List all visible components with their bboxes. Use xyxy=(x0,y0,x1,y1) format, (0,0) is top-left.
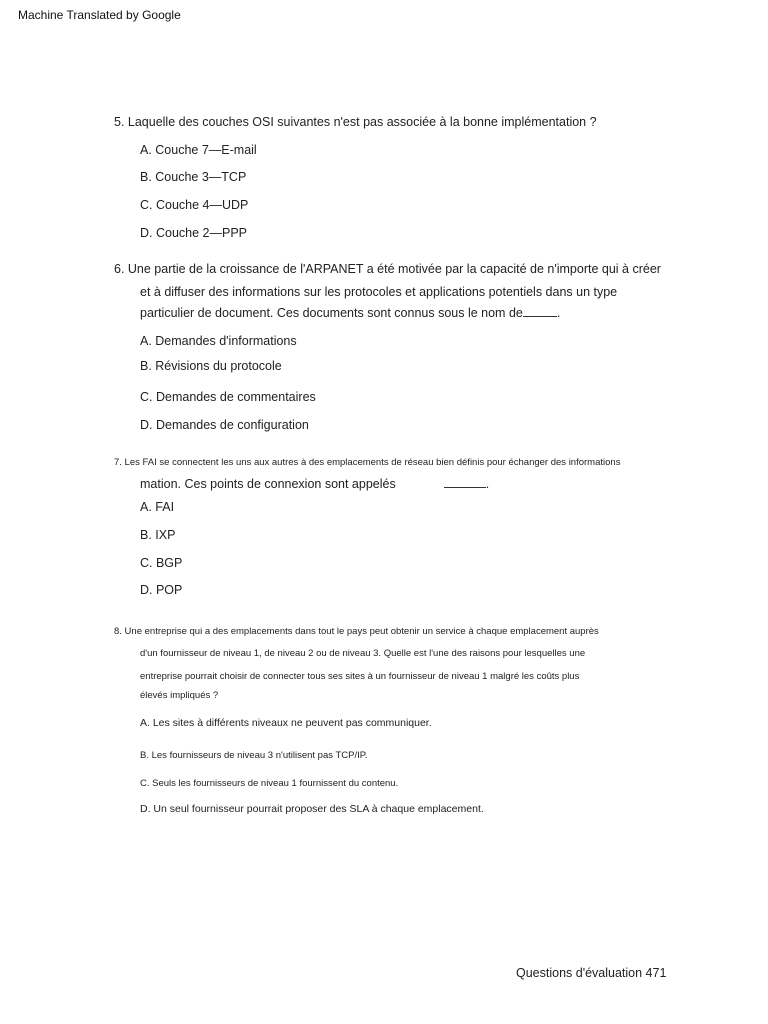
question-7-option-d: D. POP xyxy=(140,583,183,597)
question-7-line-2-end: . xyxy=(485,477,490,491)
question-7-line-2-text: mation. Ces points de connexion sont appelés xyxy=(140,477,396,491)
question-6-line-3-end: . xyxy=(556,306,561,320)
question-8-option-c: C. Seuls les fournisseurs de niveau 1 fournissent du contenu. xyxy=(140,778,399,789)
question-5-option-c: C. Couche 4—UDP xyxy=(140,198,249,212)
question-8-option-b: B. Les fournisseurs de niveau 3 n'utilisent pas TCP/IP. xyxy=(140,750,368,761)
question-8-line-2: d'un fournisseur de niveau 1, de niveau 2 ou de niveau 3. Quelle est l'une des raisons pour lesquelles une xyxy=(140,648,586,659)
answer-blank xyxy=(444,476,486,488)
question-8-option-d: D. Un seul fournisseur pourrait proposer des SLA à chaque emplacement. xyxy=(140,803,484,815)
question-6-line-2: et à diffuser des informations sur les protocoles et applications potentiels dans un type xyxy=(140,285,618,299)
question-7-option-a: A. FAI xyxy=(140,500,175,514)
question-7-option-c: C. BGP xyxy=(140,556,183,570)
question-5-option-d: D. Couche 2—PPP xyxy=(140,226,247,240)
question-8-option-a: A. Les sites à différents niveaux ne peuvent pas communiquer. xyxy=(140,717,432,729)
question-8-line-3: entreprise pourrait choisir de connecter tous ses sites à un fournisseur de niveau 1 malgré les coûts plus xyxy=(140,671,580,682)
question-8-line-4: élevés impliqués ? xyxy=(140,690,219,701)
question-6-option-b: B. Révisions du protocole xyxy=(140,359,282,373)
question-5-option-a: A. Couche 7—E-mail xyxy=(140,143,257,157)
question-5-option-b: B. Couche 3—TCP xyxy=(140,170,247,184)
question-5-stem: 5. Laquelle des couches OSI suivantes n'est pas associée à la bonne implémentation ? xyxy=(114,115,597,129)
question-8-line-1: 8. Une entreprise qui a des emplacements dans tout le pays peut obtenir un service à chaque emplacement auprès xyxy=(114,626,599,637)
question-6-line-3-text: particulier de document. Ces documents sont connus sous le nom de xyxy=(140,306,523,320)
translation-header: Machine Translated by Google xyxy=(18,8,181,22)
question-6-option-a: A. Demandes d'informations xyxy=(140,334,297,348)
question-7-option-b: B. IXP xyxy=(140,528,176,542)
question-6-line-1: 6. Une partie de la croissance de l'ARPANET a été motivée par la capacité de n'importe qui à créer xyxy=(114,262,661,276)
question-7-line-1: 7. Les FAI se connectent les uns aux autres à des emplacements de réseau bien définis pour échanger des informations xyxy=(114,457,621,468)
question-6-option-c: C. Demandes de commentaires xyxy=(140,390,316,404)
page-footer: Questions d'évaluation 471 xyxy=(516,966,667,980)
question-7-line-2 xyxy=(140,476,489,491)
answer-blank xyxy=(523,305,557,317)
question-6-option-d: D. Demandes de configuration xyxy=(140,418,309,432)
question-6-line-3 xyxy=(140,305,560,320)
